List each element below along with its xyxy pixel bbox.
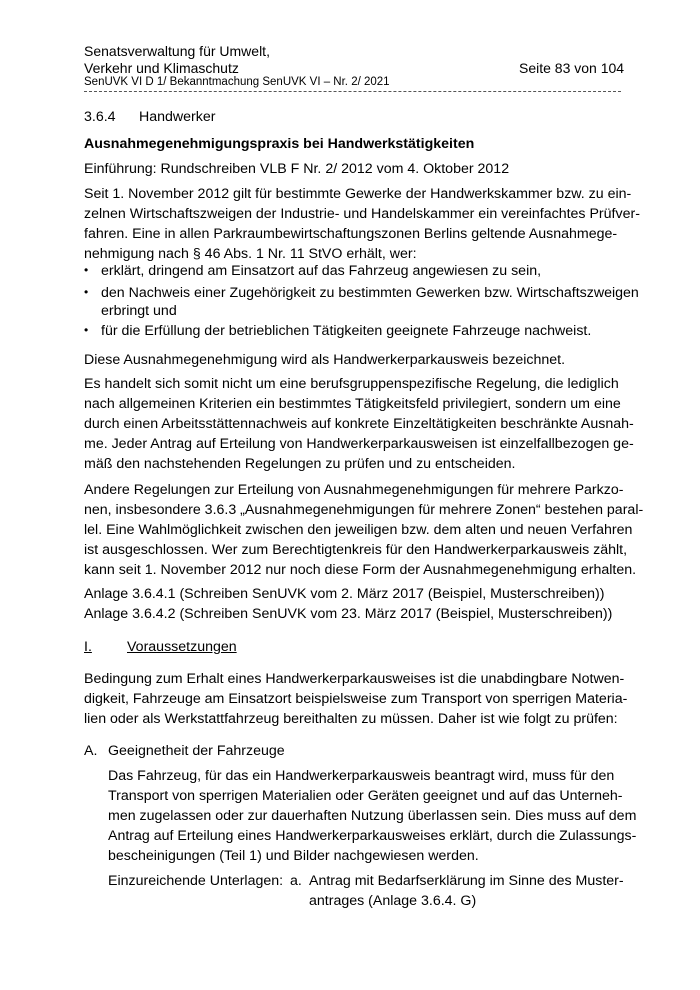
para5-line: lien oder als Werkstattfahrzeug bereithalten zu müssen. Daher ist wie folgt zu prüfen: <box>84 711 618 727</box>
para4-line: Andere Regelungen zur Erteilung von Ausnahmegenehmigungen für mehrere Parkzo- <box>84 482 624 498</box>
para6-line: Transport von sperrigen Materialien oder Geräten geeignet und auf das Unterneh- <box>108 788 623 804</box>
para3-line: mäß den nachstehenden Regelungen zu prüfen und zu entscheiden. <box>84 456 516 472</box>
para6-line: men zugelassen oder zur dauerhaften Nutzung überlassen sein. Dies muss auf dem <box>108 808 637 824</box>
header-reference: SenUVK VI D 1/ Bekanntmachung SenUVK VI – Nr. 2/ 2021 <box>84 76 390 88</box>
documents-item-a-continuation: antrages (Anlage 3.6.4. G) <box>309 893 477 909</box>
subsection-title: Voraussetzungen <box>127 639 237 655</box>
para6-line: Antrag auf Erteilung eines Handwerkerparkausweises erklärt, durch die Zulassungs- <box>108 828 637 844</box>
item-a-letter: A. <box>84 743 98 759</box>
bullet-icon: • <box>84 263 89 277</box>
subsection-number: I. <box>84 639 92 655</box>
header-org-line2: Verkehr und Klimaschutz <box>84 60 239 76</box>
bullet-item: für die Erfüllung der betrieblichen Tätigkeiten geeignete Fahrzeuge nachweist. <box>101 323 592 339</box>
para3-line: nach allgemeinen Kriterien ein bestimmtes Tätigkeitsfeld privilegiert, sondern um eine <box>84 396 621 412</box>
para4-line: lel. Eine Wahlmöglichkeit zwischen den jeweiligen bzw. dem alten und neuen Verfahren <box>84 522 633 538</box>
item-a-title: Geeignetheit der Fahrzeuge <box>108 743 285 759</box>
para4-line: kann seit 1. November 2012 nur noch diese Form der Ausnahmegenehmigung erhalten. <box>84 562 637 578</box>
bullet-item: den Nachweis einer Zugehörigkeit zu bestimmten Gewerken bzw. Wirtschaftszweigen <box>101 285 639 301</box>
para1-line: zelnen Wirtschaftszweigen der Industrie- und Handelskammer ein vereinfachtes Prüfver- <box>84 206 640 222</box>
bullet-item: erklärt, dringend am Einsatzort auf das Fahrzeug angewiesen zu sein, <box>101 263 542 279</box>
bullet-icon: • <box>84 285 89 299</box>
para5-line: Bedingung zum Erhalt eines Handwerkerparkausweises ist die unabdingbare Notwen- <box>84 671 625 687</box>
main-heading: Ausnahmegenehmigungspraxis bei Handwerkstätigkeiten <box>84 136 475 152</box>
header-divider <box>84 91 621 92</box>
para4-line: ist ausgeschlossen. Wer zum Berechtigtenkreis für den Handwerkerparkausweis zählt, <box>84 542 628 558</box>
para4-line: nen, insbesondere 3.6.3 „Ausnahmegenehmigungen für mehrere Zonen“ bestehen paral- <box>84 502 644 518</box>
documents-label: Einzureichende Unterlagen: <box>108 873 284 889</box>
anlage-reference: Anlage 3.6.4.1 (Schreiben SenUVK vom 2. März 2017 (Beispiel, Musterschreiben)) <box>84 586 605 602</box>
para3-line: Es handelt sich somit nicht um eine berufsgruppenspezifische Regelung, die lediglich <box>84 376 619 392</box>
documents-item-letter: a. <box>290 873 302 889</box>
section-number: 3.6.4 <box>84 109 116 125</box>
para6-line: Das Fahrzeug, für das ein Handwerkerparkausweis beantragt wird, muss für den <box>108 768 615 784</box>
para5-line: digkeit, Fahrzeuge am Einsatzort beispielsweise zum Transport von sperrigen Materia- <box>84 691 628 707</box>
para1-line: nehmigung nach § 46 Abs. 1 Nr. 11 StVO erhält, wer: <box>84 246 417 262</box>
para3-line: me. Jeder Antrag auf Erteilung von Handwerkerparkausweisen ist einzelfallbezogen ge- <box>84 436 634 452</box>
para3-line: durch einen Arbeitsstättennachweis auf konkrete Einzeltätigkeiten beschränkte Ausnah- <box>84 416 634 432</box>
bullet-icon: • <box>84 323 89 337</box>
anlage-reference: Anlage 3.6.4.2 (Schreiben SenUVK vom 23. März 2017 (Beispiel, Musterschreiben)) <box>84 606 613 622</box>
para1-line: Seit 1. November 2012 gilt für bestimmte Gewerke der Handwerkskammer bzw. zu ein- <box>84 186 632 202</box>
intro-line: Einführung: Rundschreiben VLB F Nr. 2/ 2012 vom 4. Oktober 2012 <box>84 161 510 177</box>
para6-line: bescheinigungen (Teil 1) und Bilder nachgewiesen werden. <box>108 848 479 864</box>
header-org-line1: Senatsverwaltung für Umwelt, <box>84 43 270 59</box>
section-title: Handwerker <box>139 109 216 125</box>
header-page-number: Seite 83 von 104 <box>519 60 625 76</box>
documents-item-a: Antrag mit Bedarfserklärung im Sinne des Muster- <box>309 873 624 889</box>
para2: Diese Ausnahmegenehmigung wird als Handwerkerparkausweis bezeichnet. <box>84 352 566 368</box>
para1-line: fahren. Eine in allen Parkraumbewirtschaftungszonen Berlins geltende Ausnahmege- <box>84 226 618 242</box>
bullet-item-continuation: erbringt und <box>101 303 177 319</box>
